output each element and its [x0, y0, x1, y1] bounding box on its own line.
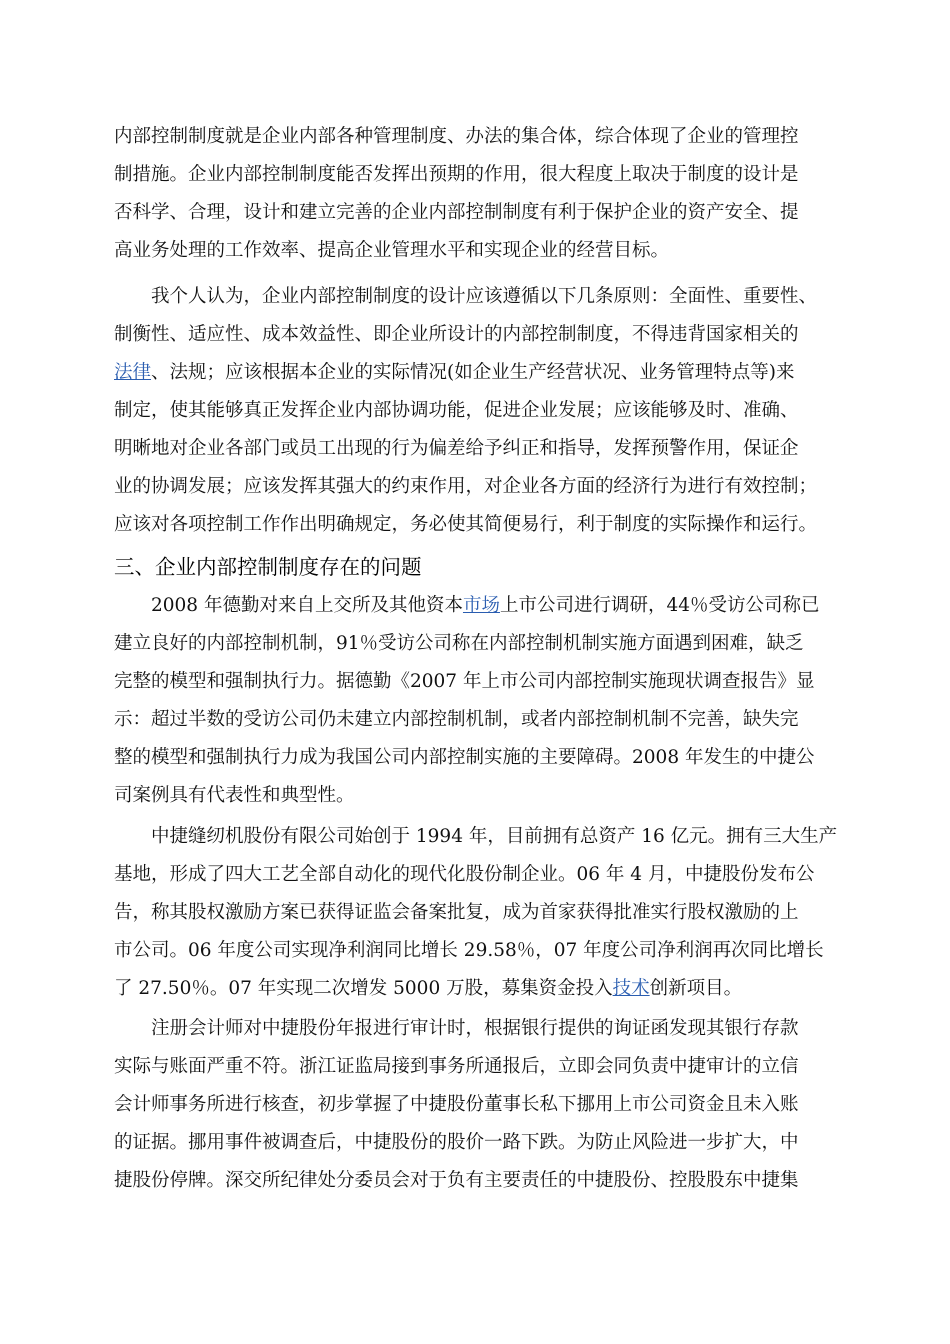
text-line: 会计师事务所进行核查，初步掌握了中捷股份董事长私下挪用上市公司资金且未入账 — [114, 1094, 799, 1115]
paragraph-design-principles — [114, 278, 854, 544]
link-law[interactable]: 法律 — [114, 362, 152, 383]
text-line: 我个人认为，企业内部控制制度的设计应该遵循以下几条原则：全面性、重要性、 — [151, 286, 818, 307]
section-heading: 三、企业内部控制制度存在的问题 — [114, 555, 422, 579]
text-line: 注册会计师对中捷股份年报进行审计时，根据银行提供的询证函发现其银行存款 — [151, 1018, 799, 1039]
text-line: 制衡性、适应性、成本效益性、即企业所设计的内部控制制度，不得违背国家相关的 — [114, 324, 799, 345]
text-line: 中捷缝纫机股份有限公司始创于 1994 年，目前拥有总资产 16 亿元。拥有三大生产 — [151, 826, 838, 847]
text-line: 明晰地对企业各部门或员工出现的行为偏差给予纠正和指导，发挥预警作用，保证企 — [114, 438, 799, 459]
text-line: 建立良好的内部控制机制，91％受访公司称在内部控制机制实施方面遇到困难，缺乏 — [114, 633, 804, 654]
text-segment: 创新项目。 — [649, 978, 743, 999]
text-line: 基地，形成了四大工艺全部自动化的现代化股份制企业。06 年 4 月，中捷股份发布公 — [114, 864, 815, 885]
paragraph-zhongjie-company — [114, 818, 854, 1008]
text-line: 市公司。06 年度公司实现净利润同比增长 29.58％，07 年度公司净利润再次同比增长 — [114, 940, 824, 961]
text-line: 捷股份停牌。深交所纪律处分委员会对于负有主要责任的中捷股份、控股股东中捷集 — [114, 1170, 799, 1191]
text-line — [114, 970, 854, 1008]
text-line: 高业务处理的工作效率、提高企业管理水平和实现企业的经营目标。 — [114, 240, 670, 261]
text-line: 业的协调发展；应该发挥其强大的约束作用，对企业各方面的经济行为进行有效控制； — [114, 476, 818, 497]
text-line: 示：超过半数的受访公司仍未建立内部控制机制，或者内部控制机制不完善，缺失完 — [114, 709, 799, 730]
text-segment: 、法规；应该根据本企业的实际情况(如企业生产经营状况、业务管理特点等)来 — [151, 362, 795, 383]
paragraph-internal-control-definition — [114, 118, 854, 270]
text-line: 制措施。企业内部控制制度能否发挥出预期的作用，很大程度上取决于制度的设计是 — [114, 164, 799, 185]
paragraph-audit-findings — [114, 1010, 854, 1200]
text-segment: 2008 年德勤对来自上交所及其他资本 — [151, 595, 463, 616]
text-line: 完整的模型和强制执行力。据德勤《2007 年上市公司内部控制实施现状调查报告》显 — [114, 671, 815, 692]
text-segment: 了 27.50％。07 年实现二次增发 5000 万股，募集资金投入 — [114, 978, 613, 999]
paragraph-deloitte-survey — [114, 587, 854, 815]
text-line: 告，称其股权激励方案已获得证监会备案批复，成为首家获得批准实行股权激励的上 — [114, 902, 799, 923]
link-technology[interactable]: 技术 — [612, 978, 650, 999]
link-market[interactable]: 市场 — [462, 595, 500, 616]
text-line: 实际与账面严重不符。浙江证监局接到事务所通报后，立即会同负责中捷审计的立信 — [114, 1056, 799, 1077]
text-line: 应该对各项控制工作作出明确规定，务必使其简便易行，利于制度的实际操作和运行。 — [114, 514, 818, 535]
text-line: 司案例具有代表性和典型性。 — [114, 785, 355, 806]
text-line: 否科学、合理，设计和建立完善的企业内部控制制度有利于保护企业的资产安全、提 — [114, 202, 799, 223]
text-segment: 上市公司进行调研，44％受访公司称已 — [499, 595, 820, 616]
text-line — [114, 587, 854, 625]
text-line: 的证据。挪用事件被调查后，中捷股份的股价一路下跌。为防止风险进一步扩大，中 — [114, 1132, 799, 1153]
text-line — [114, 354, 854, 392]
text-line: 内部控制制度就是企业内部各种管理制度、办法的集合体，综合体现了企业的管理控 — [114, 126, 799, 147]
text-line: 整的模型和强制执行力成为我国公司内部控制实施的主要障碍。2008 年发生的中捷公 — [114, 747, 815, 768]
text-line: 制定，使其能够真正发挥企业内部协调功能，促进企业发展；应该能够及时、准确、 — [114, 400, 799, 421]
